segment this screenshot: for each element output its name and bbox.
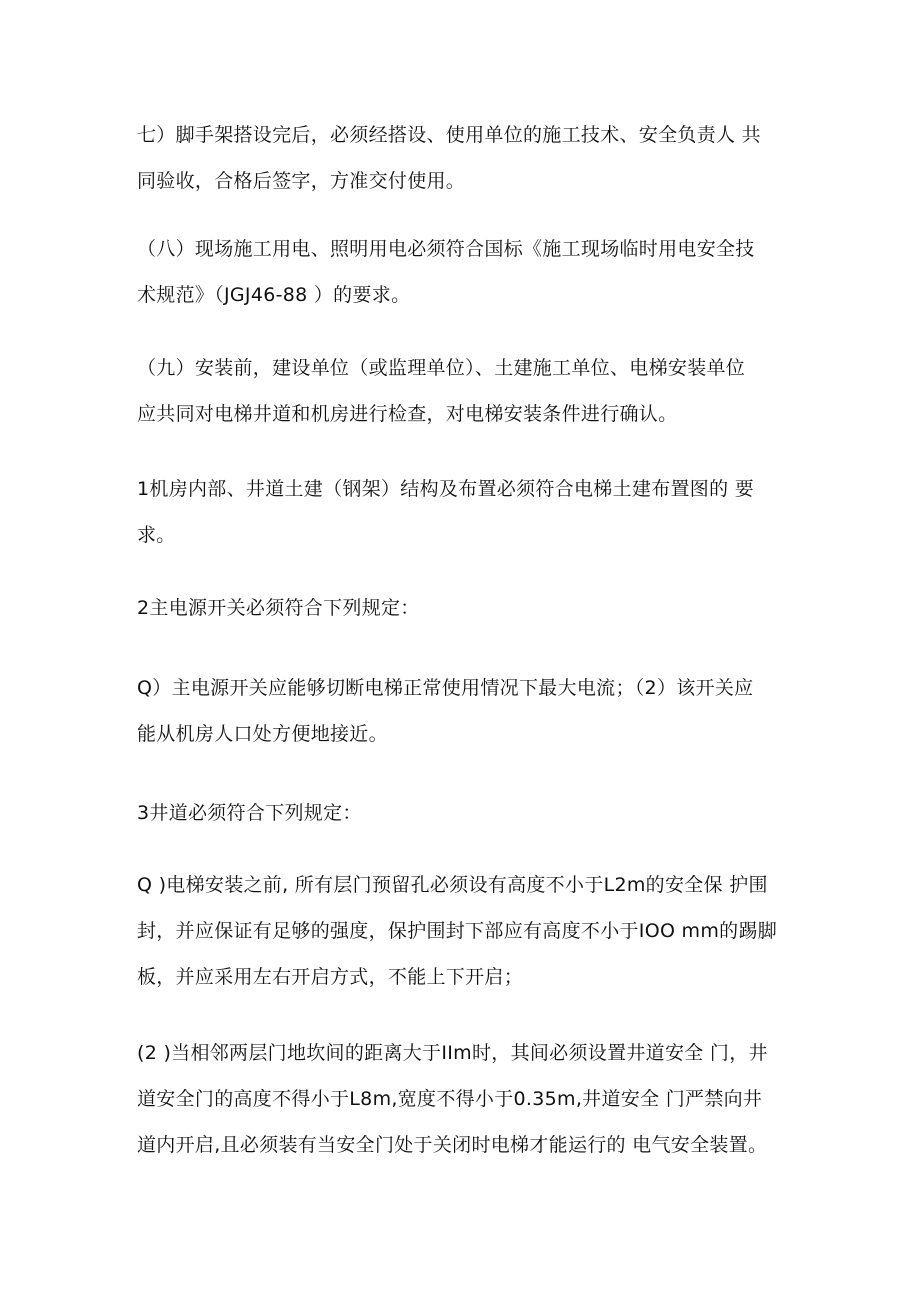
- paragraph-main-power-switch-rules: [137, 665, 797, 757]
- text-line: 道安全门的高度不得小于L8m,宽度不得小于0.35m,井道安全 门严禁向井: [137, 1088, 763, 1110]
- paragraph-pre-installation-check: [137, 345, 797, 437]
- paragraph-shaft-landing-enclosure: [137, 862, 797, 1000]
- text-line: 2主电源开关必须符合下列规定：: [137, 597, 420, 619]
- text-line: 术规范》（JGJ46-88 ）的要求。: [137, 284, 411, 306]
- text-line: （九）安装前，建设单位（或监理单位）、土建施工单位、电梯安装单位: [137, 357, 746, 379]
- text-line: 板，并应采用左右开启方式，不能上下开启；: [137, 966, 524, 988]
- text-line: 3井道必须符合下列规定：: [137, 802, 362, 824]
- text-line: Q）主电源开关应能够切断电梯正常使用情况下最大电流；（2）该开关应: [137, 677, 754, 699]
- text-line: 同验收，合格后签字，方准交付使用。: [137, 170, 466, 192]
- text-line: 七）脚手架搭设完后，必须经搭设、使用单位的施工技术、安全负责人 共: [137, 124, 761, 146]
- text-line: 能从机房人口处方便地接近。: [137, 723, 388, 745]
- text-line: 封，并应保证有足够的强度，保护围封下部应有高度不小于IOO mm的踢脚: [137, 920, 778, 942]
- paragraph-shaft-heading: [137, 790, 797, 836]
- text-line: 1机房内部、井道土建（钢架）结构及布置必须符合电梯土建布置图的 要: [137, 478, 755, 500]
- paragraph-site-electricity: [137, 226, 797, 318]
- text-line: 道内开启,且必须装有当安全门处于关闭时电梯才能运行的 电气安全装置。: [137, 1134, 768, 1156]
- paragraph-shaft-safety-door: [137, 1030, 797, 1168]
- text-line: 求。: [137, 524, 176, 546]
- paragraph-machine-room-structure: [137, 466, 797, 558]
- paragraph-main-power-switch-heading: [137, 585, 797, 631]
- text-line: (2 )当相邻两层门地坎间的距离大于IIm时，其间必须设置井道安全 门，井: [137, 1042, 768, 1064]
- text-line: 应共同对电梯井道和机房进行检查，对电梯安装条件进行确认。: [137, 403, 678, 425]
- text-line: Q )电梯安装之前, 所有层门预留孔必须设有高度不小于L2m的安全保 护围: [137, 874, 768, 896]
- text-line: （八）现场施工用电、照明用电必须符合国标《施工现场临时用电安全技: [137, 238, 755, 260]
- paragraph-scaffold-acceptance: [137, 112, 797, 204]
